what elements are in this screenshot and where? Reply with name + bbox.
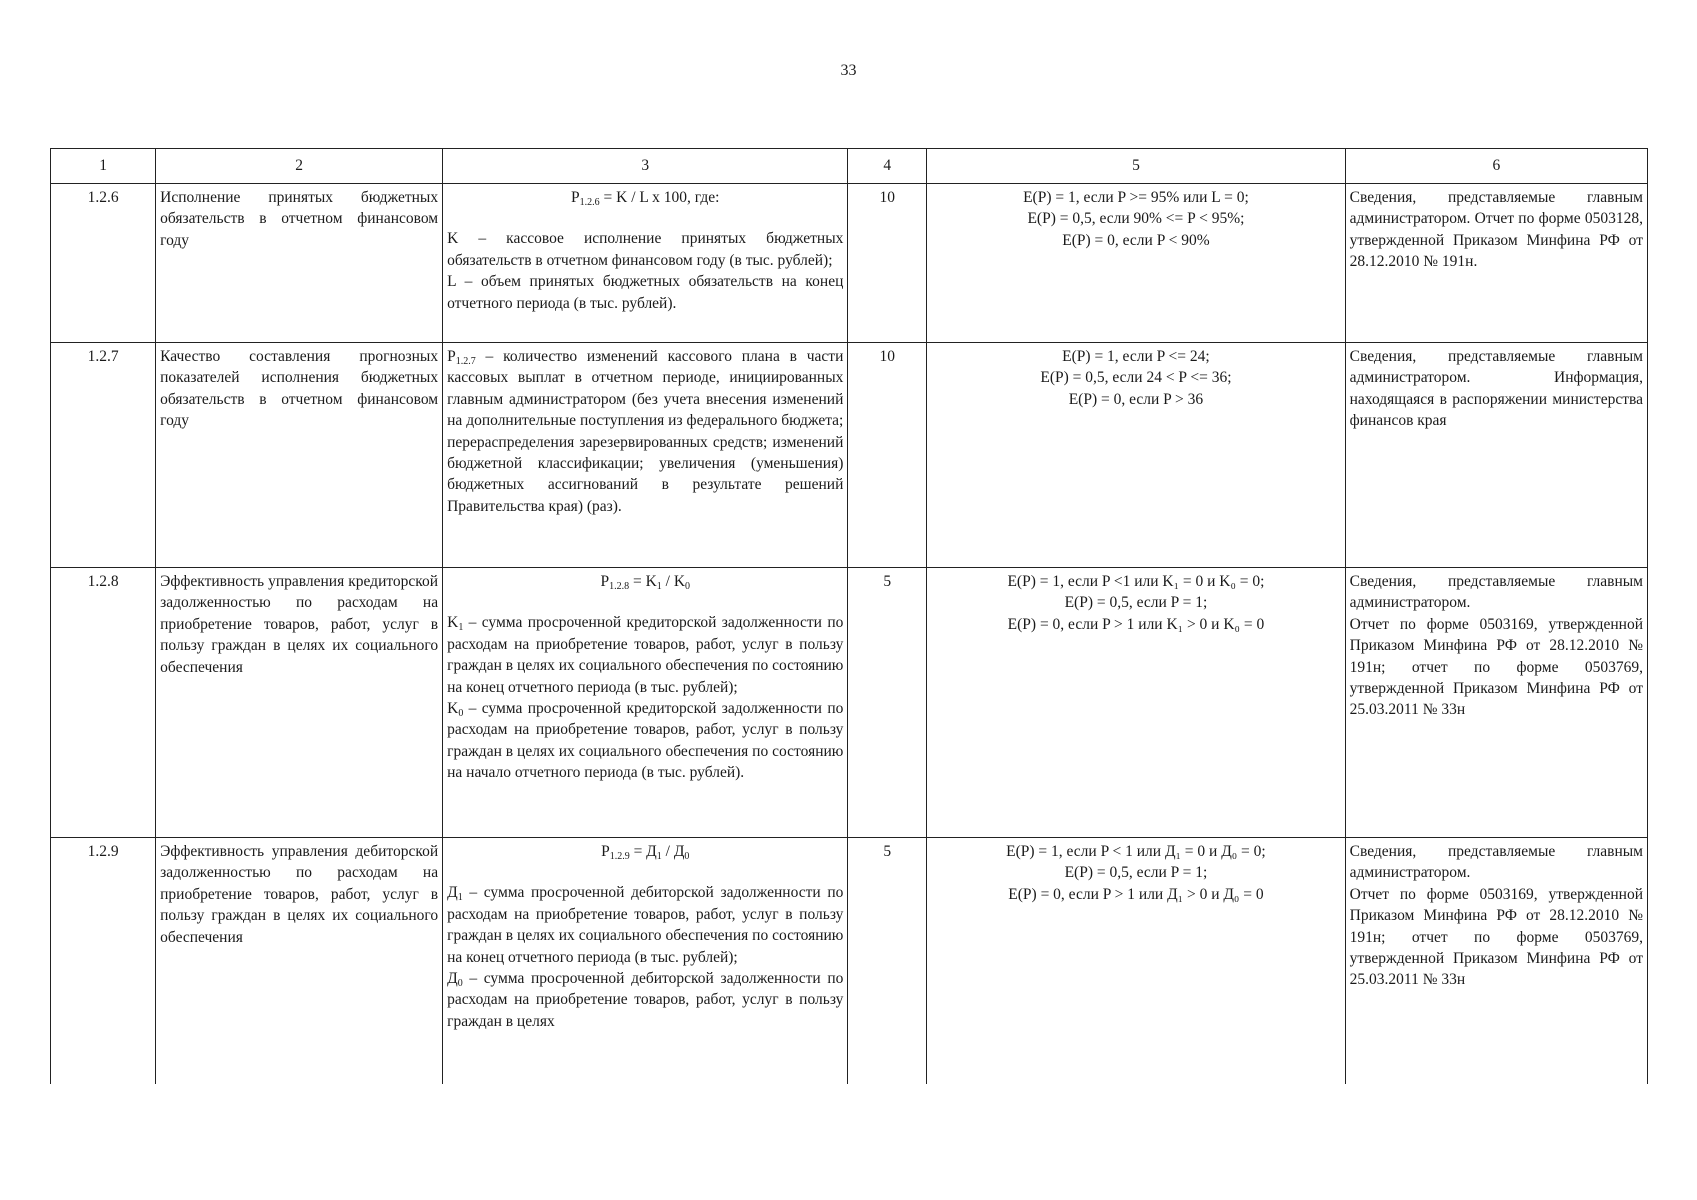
page-number: 33 [840, 62, 857, 79]
weight: 5 [848, 838, 927, 1085]
definition: $K_0$ – сумма просроченной кредиторской задолженности по расходам на приобретение товаров, работ, услуг в пользу граждан в целях их социального обеспечения по состоянию на начало отчетного периода (в тыс. рублей). [447, 699, 844, 781]
evaluation-line: E(P) = 0, если P > 36 [1068, 390, 1204, 408]
evaluation-line: E(P) = 0,5, если P = 1; [1064, 864, 1208, 882]
indicator-name: Эффективность управления дебиторской задолженностью по расходам на приобретение товаров, работ, услуг в пользу граждан в целях их социального обеспечения [156, 838, 443, 1085]
weight: 10 [848, 343, 927, 568]
evaluation-line: E(P) = 1, если P <= 24; [1062, 348, 1210, 365]
table-row [51, 343, 1648, 568]
weight: 10 [848, 184, 927, 343]
header-cell-3: 3 [443, 149, 848, 184]
row-number: 1.2.8 [51, 568, 156, 838]
evaluation-line: E(P) = 1, если P >= 95% или L = 0; [1023, 189, 1249, 206]
evaluation-line: E(P) = 0, если P < 90% [1062, 231, 1210, 249]
table-header-row [51, 149, 1648, 184]
evaluation-line: E(P) = 0,5, если 24 < P <= 36; [1040, 369, 1232, 387]
definition: $Д_1$ – сумма просроченной дебиторской задолженности по расходам на приобретение товаров, работ, услуг в пользу граждан в целях их социального обеспечения по состоянию на конец отчетного периода (в тыс. рублей); [447, 884, 844, 966]
formula: $P_{1.2.9} = Д_1 / Д_0$ [601, 843, 690, 862]
table-row [51, 838, 1648, 1085]
definition: $K_1$ – сумма просроченной кредиторской задолженности по расходам на приобретение товаров, работ, услуг в пользу граждан в целях их социального обеспечения по состоянию на конец отчетного периода (в тыс. рублей); [447, 614, 844, 696]
data-source [1345, 568, 1647, 838]
formula-cell [443, 343, 848, 568]
data-source: Сведения, представляемые главным администратором. Информация, находящаяся в распоряжении министерства финансов края [1345, 343, 1647, 568]
header-cell-1: 1 [51, 149, 156, 184]
evaluation-cell [927, 343, 1345, 568]
header-cell-5: 5 [927, 149, 1345, 184]
source-line: Сведения, представляемые главным администратором. [1349, 573, 1643, 612]
definition: L – объем принятых бюджетных обязательств на конец отчетного периода (в тыс. рублей). [447, 273, 844, 312]
weight: 5 [848, 568, 927, 838]
evaluation-line: E(P) = 1, если P <1 или K₁ = 0 и K₀ = 0; [1007, 573, 1265, 590]
row-number: 1.2.9 [51, 838, 156, 1085]
evaluation-line: E(P) = 0,5, если 90% <= P < 95%; [1027, 210, 1245, 228]
evaluation-cell [927, 184, 1345, 343]
formula-cell [443, 184, 848, 343]
data-source [1345, 838, 1647, 1085]
header-cell-6: 6 [1345, 149, 1647, 184]
evaluation-cell [927, 568, 1345, 838]
data-source: Сведения, представляемые главным администратором. Отчет по форме 0503128, утвержденной Приказом Минфина РФ от 28.12.2010 № 191н. [1345, 184, 1647, 343]
formula: $P_{1.2.6} = K / L$ x 100, где: [571, 189, 720, 208]
table-row [51, 184, 1648, 343]
evaluation-line: E(P) = 0, если P > 1 или K₁ > 0 и K₀ = 0 [1007, 615, 1265, 633]
formula: $P_{1.2.8} = K_1 / K_0$ [600, 573, 691, 592]
header-cell-2: 2 [156, 149, 443, 184]
definition: $Д_0$ – сумма просроченной дебиторской задолженности по расходам на приобретение товаров, работ, услуг в пользу граждан в целях [447, 969, 844, 1030]
row-number: 1.2.7 [51, 343, 156, 568]
evaluation-line: E(P) = 1, если P < 1 или Д₁ = 0 и Д₀ = 0; [1006, 843, 1266, 860]
source-line: Сведения, представляемые главным администратором. [1349, 843, 1643, 882]
indicator-name: Эффективность управления кредиторской задолженностью по расходам на приобретение товаров, работ, услуг в пользу граждан в целях их социального обеспечения [156, 568, 443, 838]
table-row [51, 568, 1648, 838]
indicator-name: Исполнение принятых бюджетных обязательств в отчетном финансовом году [156, 184, 443, 343]
indicator-name: Качество составления прогнозных показателей исполнения бюджетных обязательств в отчетном финансовом году [156, 343, 443, 568]
formula-cell [443, 838, 848, 1085]
source-line: Отчет по форме 0503169, утвержденной Приказом Минфина РФ от 28.12.2010 № 191н; отчет по форме 0503769, утвержденной Приказом Минфина РФ от 25.03.2011 № 33н [1349, 615, 1643, 719]
indicators-table [50, 148, 1648, 1084]
row-number: 1.2.6 [51, 184, 156, 343]
formula-cell [443, 568, 848, 838]
header-cell-4: 4 [848, 149, 927, 184]
definition: K – кассовое исполнение принятых бюджетных обязательств в отчетном финансовом году (в тыс. рублей); [447, 230, 844, 269]
evaluation-line: E(P) = 0,5, если P = 1; [1064, 594, 1208, 612]
definition: $P_{1.2.7}$ – количество изменений кассового плана в части кассовых выплат в отчетном периоде, инициированных главным администратором (без учета внесения изменений на дополнительные поступления из федерального бюджета; перераспределения зарезервированных средств; изменений бюджетной классификации; увеличения (уменьшения) бюджетных ассигнований в результате решений Правительства края) (раз). [447, 348, 844, 515]
evaluation-cell [927, 838, 1345, 1085]
source-line: Отчет по форме 0503169, утвержденной Приказом Минфина РФ от 28.12.2010 № 191н; отчет по форме 0503769, утвержденной Приказом Минфина РФ от 25.03.2011 № 33н [1349, 885, 1643, 989]
evaluation-line: E(P) = 0, если P > 1 или Д₁ > 0 и Д₀ = 0 [1008, 885, 1264, 903]
